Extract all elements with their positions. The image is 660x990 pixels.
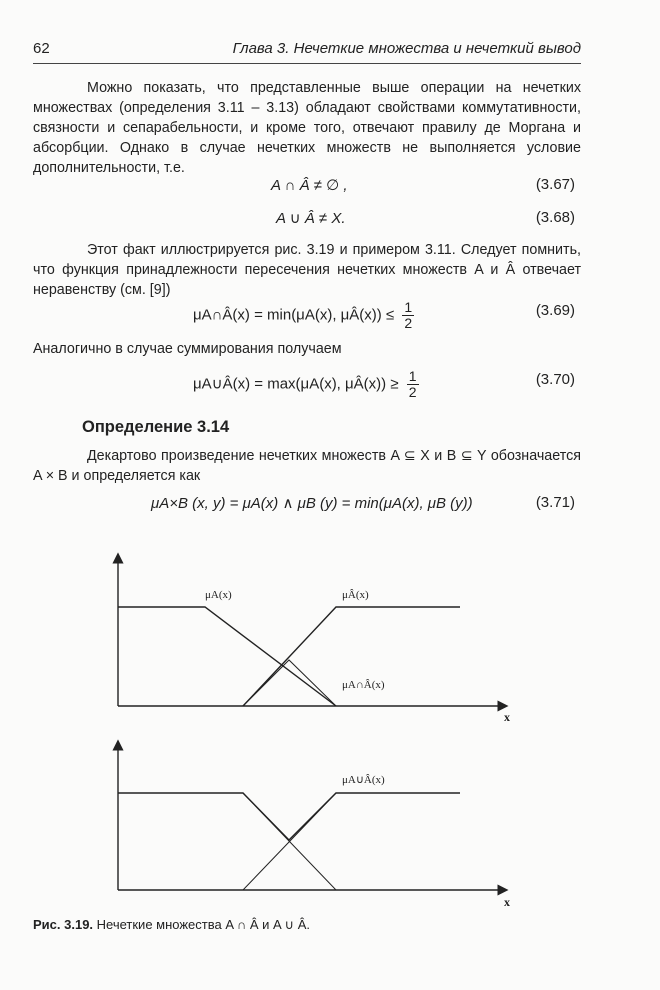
caption-prefix: Рис. 3.19. <box>33 917 94 932</box>
top-x-axis-label: x <box>504 710 510 724</box>
equation-3-70-formula: μA∪Â(x) = max(μA(x), μÂ(x)) ≥ <box>193 375 399 393</box>
label-intersection: μA∩Â(x) <box>342 679 385 691</box>
figure-caption <box>33 917 310 933</box>
fraction-denominator: 2 <box>408 384 417 400</box>
top-mu-ahat-curve <box>243 607 460 706</box>
fraction-numerator: 1 <box>404 299 413 315</box>
label-mu-a: μA(x) <box>205 589 232 601</box>
equation-3-68-number: (3.68) <box>535 209 575 226</box>
paragraph-2: Этот факт иллюстрируется рис. 3.19 и примером 3.11. Следует помнить, что функция принадлежности пересечения нечетких множеств A и Â отвечает неравенству (см. [9]) <box>33 242 581 298</box>
chapter-title: Глава 3. Нечеткие множества и нечеткий вывод <box>232 40 581 57</box>
top-mu-a-curve <box>118 607 336 706</box>
equation-3-68-formula: A ∪ Â ≠ X. <box>276 210 346 227</box>
top-intersection-curve <box>243 660 336 706</box>
caption-text: Нечеткие множества A ∩ Â и A ∪ Â. <box>96 917 310 932</box>
equation-3-71-formula: μA×B (x, y) = μA(x) ∧ μB (y) = min(μA(x), μB (y)) <box>151 495 473 512</box>
top-plot <box>118 558 503 706</box>
bottom-union-curve <box>118 793 460 840</box>
label-mu-ahat: μÂ(x) <box>342 589 369 601</box>
fraction-denominator: 2 <box>404 315 413 331</box>
paragraph-4: Декартово произведение нечетких множеств A ⊆ X и B ⊆ Y обозначается A × B и определяется как <box>33 448 581 484</box>
bottom-plot <box>118 745 503 890</box>
equation-3-67-number: (3.67) <box>535 176 575 193</box>
paragraph-3: Аналогично в случае суммирования получаем <box>33 341 342 357</box>
equation-3-71-number: (3.71) <box>535 494 575 511</box>
equation-3-69-number: (3.69) <box>535 302 575 319</box>
paragraph-1: Можно показать, что представленные выше операции на нечетких множествах (определения 3.11 – 3.13) обладают свойствами коммутативности, связности и сепарабельности, и кроме того, отвечают правилу де Моргана и абсорбции. Однако в случае нечетких множеств не выполняется условие дополнительности, т.е. <box>33 80 581 176</box>
equation-3-70-number: (3.70) <box>535 371 575 388</box>
page-number: 62 <box>33 40 50 57</box>
equation-3-67-formula: A ∩ Â ≠ ∅ , <box>271 177 348 194</box>
definition-heading: Определение 3.14 <box>82 418 230 436</box>
fraction-numerator: 1 <box>408 368 417 384</box>
label-union: μA∪Â(x) <box>342 774 385 786</box>
equation-3-69-formula: μA∩Â(x) = min(μA(x), μÂ(x)) ≤ <box>193 306 395 324</box>
bottom-x-axis-label: x <box>504 895 510 909</box>
